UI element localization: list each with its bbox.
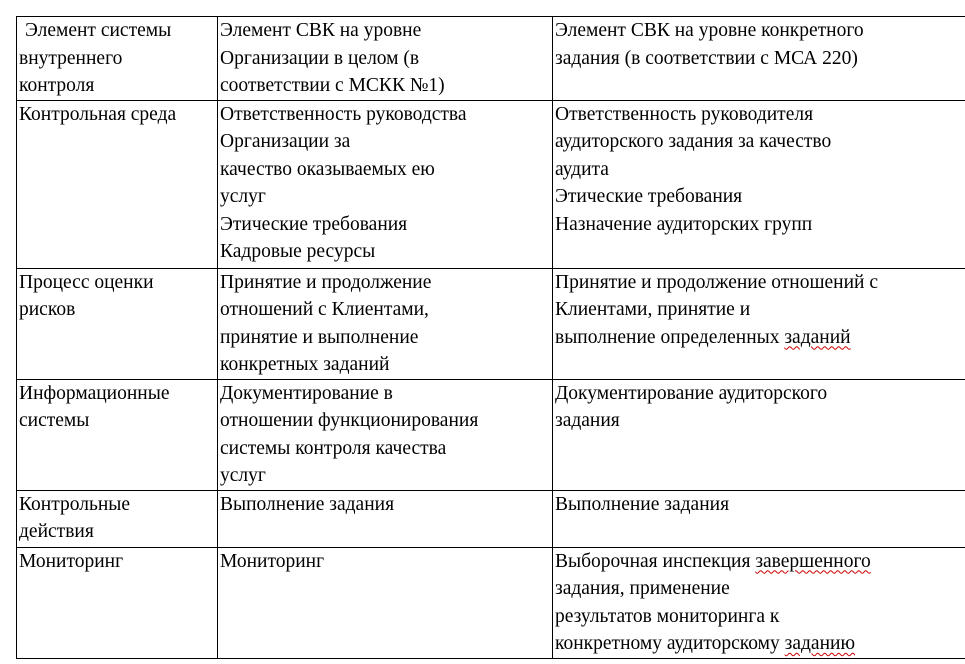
spellcheck-word: заданию xyxy=(784,633,856,654)
table-row xyxy=(17,100,965,268)
cell-line: Назначение аудиторских групп xyxy=(555,213,813,235)
table-row xyxy=(17,379,965,490)
table-row xyxy=(17,547,965,658)
cell-line: Кадровые ресурсы xyxy=(220,241,376,262)
cell-line: Элемент СВК на уровне xyxy=(220,20,422,41)
cell-line: Процесс оценки xyxy=(19,271,154,293)
cell-line: Выполнение задания xyxy=(555,493,730,515)
organization-level-cell xyxy=(218,490,553,547)
header-cell-engagement-level xyxy=(553,17,965,101)
cell-line: рисков xyxy=(19,299,76,320)
cell-line: качество оказываемых ею xyxy=(220,158,435,180)
cell-line: задания (в соответствии с МСА 220) xyxy=(555,47,858,69)
cell-line: аудиторского задания за качество xyxy=(555,131,832,152)
row-label-cell xyxy=(17,100,218,268)
engagement-level-cell xyxy=(553,490,965,547)
cell-line: Организации за xyxy=(220,131,351,152)
cell-line: действия xyxy=(19,521,94,542)
cell-line: Документирование аудиторского xyxy=(555,382,828,404)
cell-line: Выполнение задания xyxy=(220,493,395,515)
cell-line: Принятие и продолжение отношений с xyxy=(555,271,878,293)
cell-line: Принятие и продолжение xyxy=(220,271,432,293)
cell-line: отношений с Клиентами, xyxy=(220,299,429,320)
engagement-level-cell xyxy=(553,547,965,658)
organization-level-cell xyxy=(218,100,553,268)
cell-line: услуг xyxy=(220,186,266,207)
cell-line: Мониторинг xyxy=(19,550,124,572)
cell-line: Клиентами, принятие и xyxy=(555,299,751,320)
spellcheck-word: завершенного xyxy=(755,550,871,572)
row-label-cell xyxy=(17,547,218,658)
engagement-level-cell xyxy=(553,379,965,490)
cell-line: внутреннего xyxy=(19,47,123,69)
cell-line: Ответственность руководства xyxy=(220,103,467,125)
cell-line: выполнение определенных заданий xyxy=(555,326,851,348)
table-row xyxy=(17,490,965,547)
row-label-cell xyxy=(17,268,218,379)
cell-line: контроля xyxy=(19,75,95,96)
organization-level-cell xyxy=(218,547,553,658)
cell-line: Контрольная среда xyxy=(19,103,177,125)
header-cell-organization-level xyxy=(218,17,553,101)
engagement-level-cell xyxy=(553,100,965,268)
cell-line: Этические требования xyxy=(220,213,408,235)
organization-level-cell xyxy=(218,268,553,379)
cell-line: задания xyxy=(555,410,620,431)
cell-line: Элемент СВК на уровне конкретного xyxy=(555,20,864,41)
cell-line: конкретных заданий xyxy=(220,354,390,375)
cell-line: системы xyxy=(19,410,90,431)
audit-control-table xyxy=(16,16,965,659)
cell-line: Документирование в xyxy=(220,382,393,404)
cell-line: Контрольные xyxy=(19,493,131,515)
cell-line: аудита xyxy=(555,158,609,180)
cell-line: Элемент системы xyxy=(25,20,172,41)
cell-line: услуг xyxy=(220,465,266,486)
organization-level-cell xyxy=(218,379,553,490)
row-label-cell xyxy=(17,490,218,547)
cell-line: Этические требования xyxy=(555,186,743,207)
table-row xyxy=(17,268,965,379)
cell-line: отношении функционирования xyxy=(220,410,479,431)
cell-line: принятие и выполнение xyxy=(220,326,419,348)
cell-line: Информационные xyxy=(19,382,170,404)
spellcheck-word: заданий xyxy=(784,326,851,348)
cell-line: Организации в целом (в xyxy=(220,47,420,69)
cell-line: результатов мониторинга к xyxy=(555,605,780,627)
table-header-row xyxy=(17,17,965,101)
header-cell-control-element xyxy=(17,17,218,101)
cell-line: задания, применение xyxy=(555,578,730,599)
row-label-cell xyxy=(17,379,218,490)
cell-line: конкретному аудиторскому заданию xyxy=(555,633,856,654)
cell-line: соответствии с МСКК №1) xyxy=(220,75,445,96)
cell-line: системы контроля качества xyxy=(220,437,447,459)
engagement-level-cell xyxy=(553,268,965,379)
cell-line: Мониторинг xyxy=(220,550,325,572)
cell-line: Ответственность руководителя xyxy=(555,103,814,125)
cell-line: Выборочная инспекция завершенного xyxy=(555,550,871,572)
